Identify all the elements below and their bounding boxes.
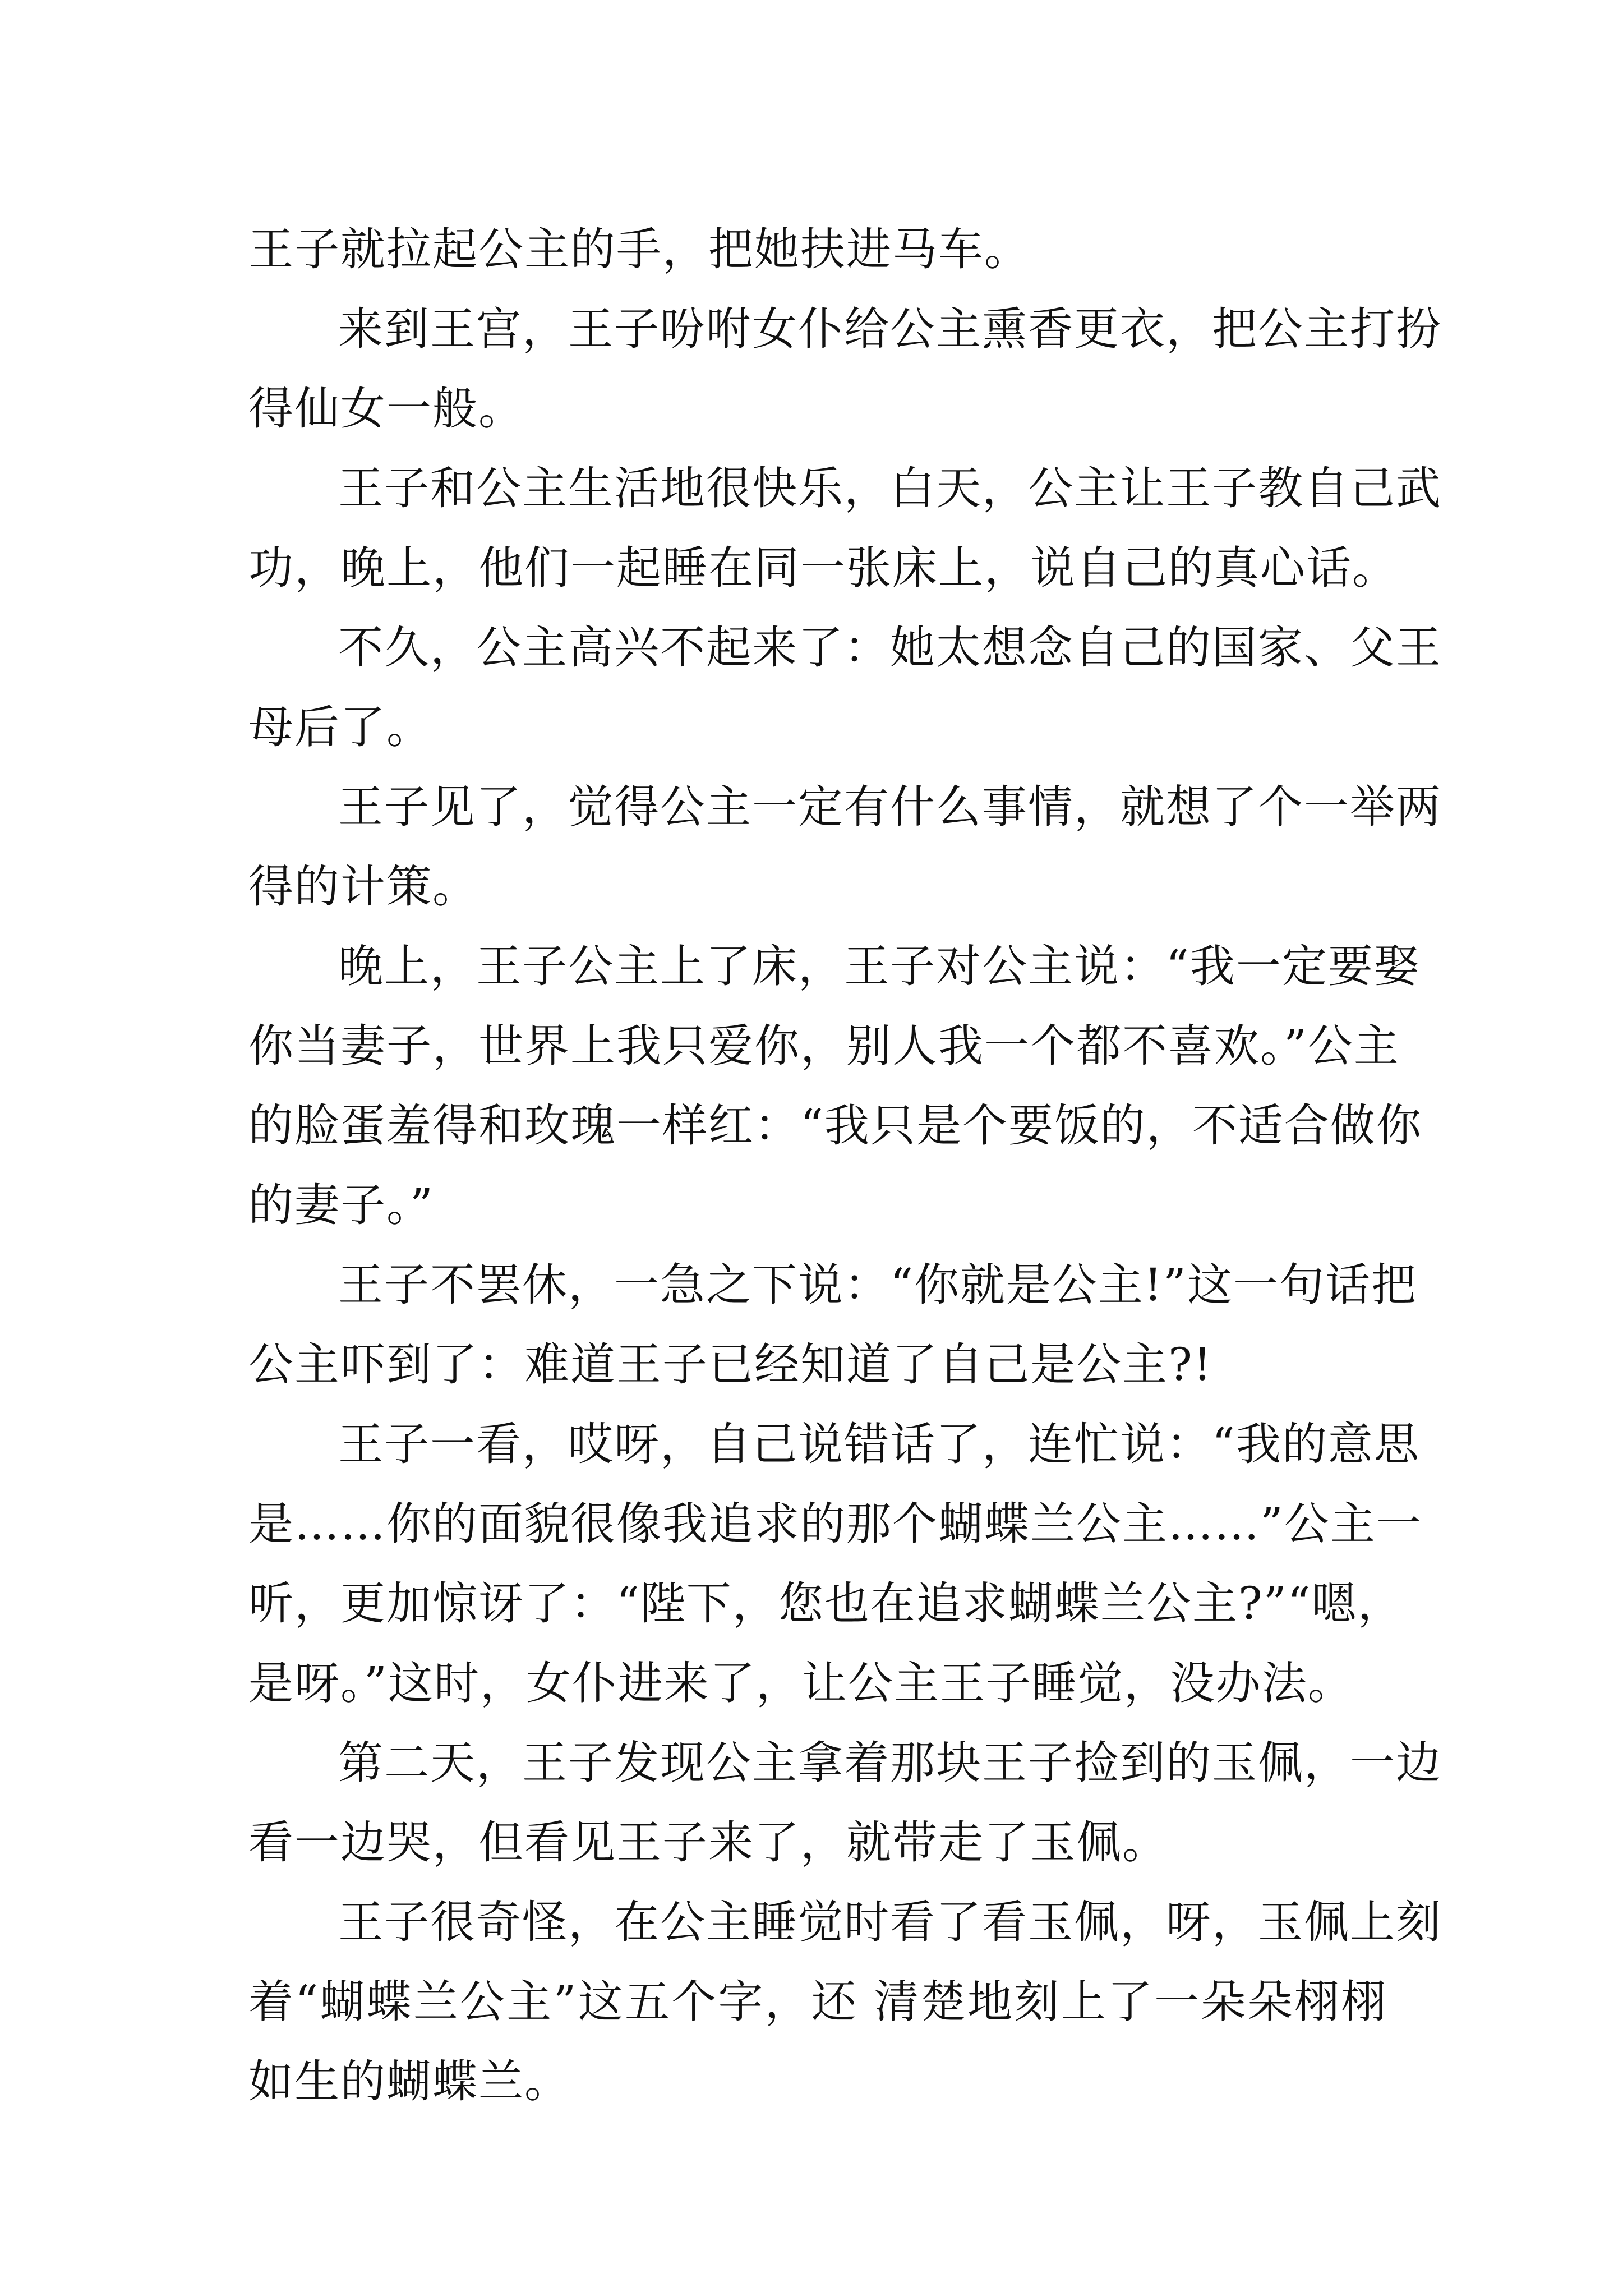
text-line: 的妻子。” <box>248 1179 434 1231</box>
text-line: 得仙女一般。 <box>248 383 524 435</box>
text-line: 王子见了，觉得公主一定有什么事情，就想了个一举两 <box>338 781 1442 833</box>
text-line: 听，更加惊讶了：“陛下，您也在追求蝴蝶兰公主?”“嗯， <box>248 1577 1404 1630</box>
text-line: 来到王宫，王子吩咐女仆给公主熏香更衣，把公主打扮 <box>338 303 1442 355</box>
text-line: 你当妻子，世界上我只爱你，别人我一个都不喜欢。”公主 <box>248 1020 1400 1072</box>
text-line: 第二天，王子发现公主拿着那块王子捡到的玉佩，一边 <box>338 1737 1442 1789</box>
text-line: 母后了。 <box>248 701 432 753</box>
text-line: 是……你的面貌很像我追求的那个蝴蝶兰公主……”公主一 <box>248 1498 1422 1550</box>
text-line: 晚上，王子公主上了床，王子对公主说：“我一定要娶 <box>338 940 1420 992</box>
text-line: 公主吓到了：难道王子已经知道了自己是公主?! <box>248 1338 1213 1391</box>
body-text <box>248 210 1442 2122</box>
text-line: 得的计策。 <box>248 861 478 913</box>
text-line: 王子一看，哎呀，自己说错话了，连忙说：“我的意思 <box>338 1418 1420 1470</box>
text-line: 着“蝴蝶兰公主”这五个字，还 清楚地刻上了一朵朵栩栩 <box>248 1976 1387 2028</box>
text-line: 王子和公主生活地很快乐，白天，公主让王子教自己武 <box>338 462 1442 514</box>
text-line: 如生的蝴蝶兰。 <box>248 2055 570 2108</box>
text-line: 王子很奇怪，在公主睡觉时看了看玉佩，呀，玉佩上刻 <box>338 1896 1442 1948</box>
text-line: 是呀。”这时，女仆进来了，让公主王子睡觉，没办法。 <box>248 1657 1354 1709</box>
text-line: 看一边哭，但看见王子来了，就带走了玉佩。 <box>248 1816 1168 1869</box>
text-line: 不久，公主高兴不起来了：她太想念自己的国家、父王 <box>338 622 1442 674</box>
text-line: 王子不罢休，一急之下说：“你就是公主!”这一句话把 <box>338 1259 1417 1311</box>
text-line: 的脸蛋羞得和玫瑰一样红：“我只是个要饭的，不适合做你 <box>248 1099 1422 1152</box>
text-line: 王子就拉起公主的手，把她扶进马车。 <box>248 223 1030 275</box>
text-line: 功，晚上，他们一起睡在同一张床上，说自己的真心话。 <box>248 542 1398 594</box>
